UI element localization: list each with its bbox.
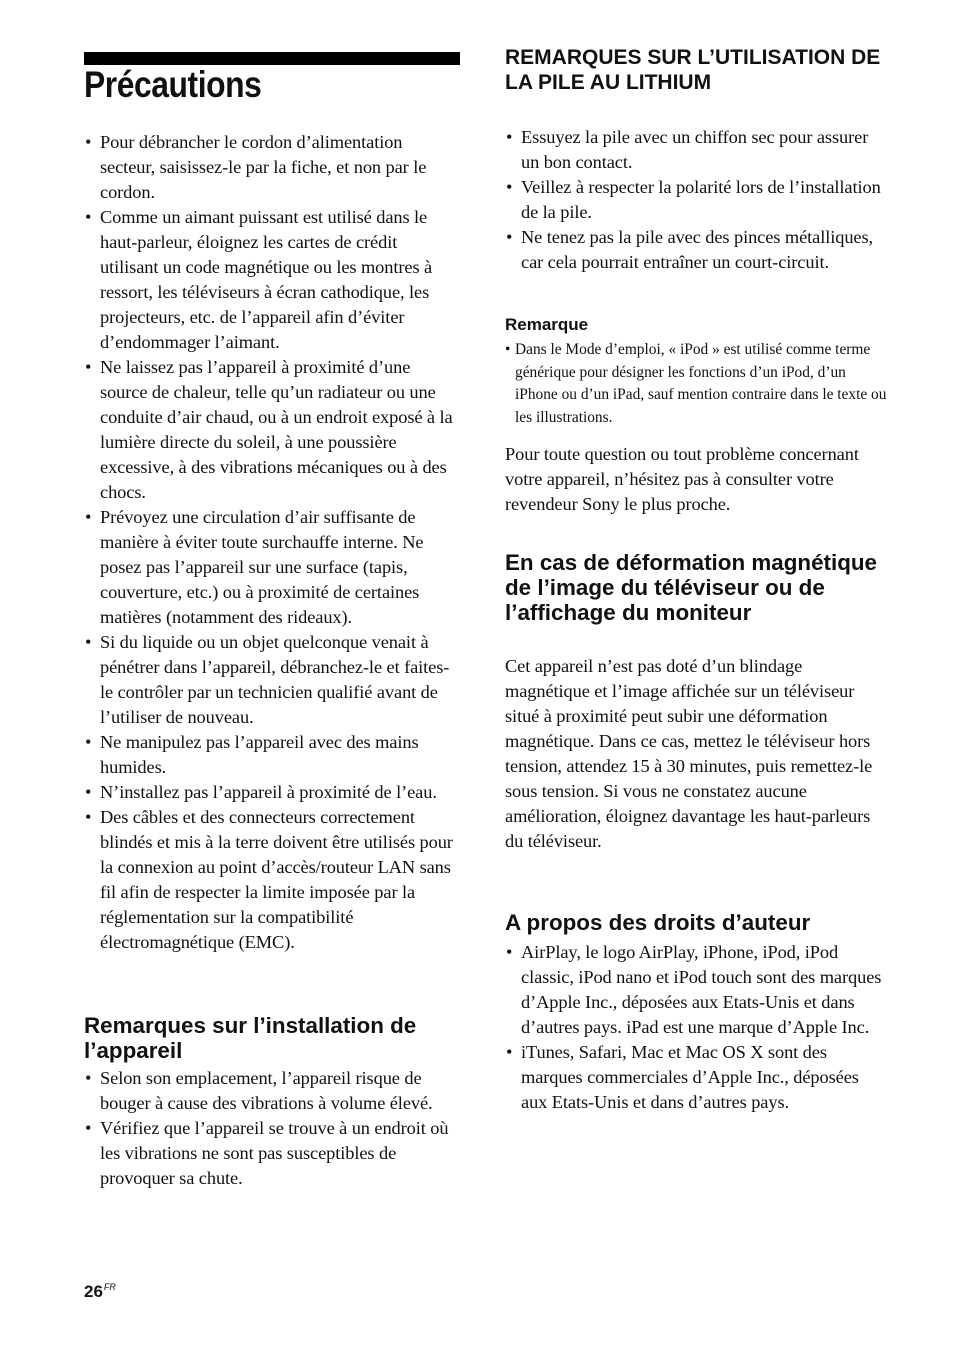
precautions-list — [84, 130, 460, 955]
list-item: • Veillez à respecter la polarité lors de l’installation de la pile. — [505, 175, 887, 225]
list-item: • Selon son emplacement, l’appareil risque de bouger à cause des vibrations à volume élevé. — [84, 1066, 460, 1116]
page-number-value: 26 — [84, 1282, 103, 1301]
lithium-heading: REMARQUES SUR L’UTILISATION DE LA PILE AU LITHIUM — [505, 46, 881, 94]
list-item: • Comme un aimant puissant est utilisé dans le haut-parleur, éloignez les cartes de crédit utilisant un code magnétique ou les montres à ressort, les téléviseurs à écran cathodique, les projecteurs, etc. de l’appareil afin d’éviter d’endommager l’aimant. — [84, 205, 460, 355]
list-item: • Ne tenez pas la pile avec des pinces métalliques, car cela pourrait entraîner un court-circuit. — [505, 225, 887, 275]
list-item: • Vérifiez que l’appareil se trouve à un endroit où les vibrations ne sont pas susceptibles de provoquer sa chute. — [84, 1116, 460, 1191]
page-number — [84, 1282, 116, 1302]
note-heading: Remarque — [505, 315, 589, 334]
copyright-list — [505, 940, 887, 1115]
list-item: • iTunes, Safari, Mac et Mac OS X sont des marques commerciales d’Apple Inc., déposées aux Etats-Unis et dans d’autres pays. — [505, 1040, 887, 1115]
page-language: FR — [103, 1282, 116, 1292]
copyright-heading: A propos des droits d’auteur — [505, 910, 811, 935]
list-item: • Essuyez la pile avec un chiffon sec pour assurer un bon contact. — [505, 125, 887, 175]
install-heading: Remarques sur l’installation de l’appareil — [84, 1013, 417, 1063]
page-title: Précautions — [84, 64, 262, 105]
question-paragraph: Pour toute question ou tout problème concernant votre appareil, n’hésitez pas à consulter votre revendeur Sony le plus proche. — [505, 444, 859, 514]
list-item: • Prévoyez une circulation d’air suffisante de manière à éviter toute surchauffe interne. Ne posez pas l’appareil sur une surface (tapis, couverture, etc.) ou à proximité de certaines matières (notamment des rideaux). — [84, 505, 460, 630]
list-item: • Des câbles et des connecteurs correctement blindés et mis à la terre doivent être utilisés pour la connexion au point d’accès/routeur LAN sans fil afin de respecter la limite imposée par la réglementation sur la compatibilité électromagnétique (EMC). — [84, 805, 460, 955]
list-item: • Ne manipulez pas l’appareil avec des mains humides. — [84, 730, 460, 780]
list-item: • N’installez pas l’appareil à proximité de l’eau. — [84, 780, 460, 805]
list-item: • Pour débrancher le cordon d’alimentation secteur, saisissez-le par la fiche, et non par le cordon. — [84, 130, 460, 205]
list-item: • Ne laissez pas l’appareil à proximité d’une source de chaleur, telle qu’un radiateur ou une conduite d’air chaud, ou à un endroit exposé à la lumière directe du soleil, à une poussière excessive, à des vibrations mécaniques ou à des chocs. — [84, 355, 460, 505]
note-list — [505, 339, 887, 429]
list-item: • AirPlay, le logo AirPlay, iPhone, iPod, iPod classic, iPod nano et iPod touch sont des marques d’Apple Inc., déposées aux Etats-Unis et dans d’autres pays. iPad est une marque d’Apple Inc. — [505, 940, 887, 1040]
deform-heading: En cas de déformation magnétique de l’image du téléviseur ou de l’affichage du moniteur — [505, 550, 878, 625]
lithium-list — [505, 125, 887, 275]
list-item: • Si du liquide ou un objet quelconque venait à pénétrer dans l’appareil, débranchez-le et faites-le contrôler par un technicien qualifié avant de l’utiliser de nouveau. — [84, 630, 460, 730]
list-item: • Dans le Mode d’emploi, « iPod » est utilisé comme terme générique pour désigner les fonctions d’un iPod, d’un iPhone ou d’un iPad, sauf mention contraire dans le texte ou les illustrations. — [505, 339, 887, 429]
deform-paragraph: Cet appareil n’est pas doté d’un blindage magnétique et l’image affichée sur un téléviseur situé à proximité peut subir une déformation magnétique. Dans ce cas, mettez le téléviseur hors tension, attendez 15 à 30 minutes, puis remettez-le sous tension. Si vous ne constatez aucune amélioration, éloignez davantage les haut-parleurs du téléviseur. — [505, 656, 873, 851]
install-list — [84, 1066, 460, 1191]
